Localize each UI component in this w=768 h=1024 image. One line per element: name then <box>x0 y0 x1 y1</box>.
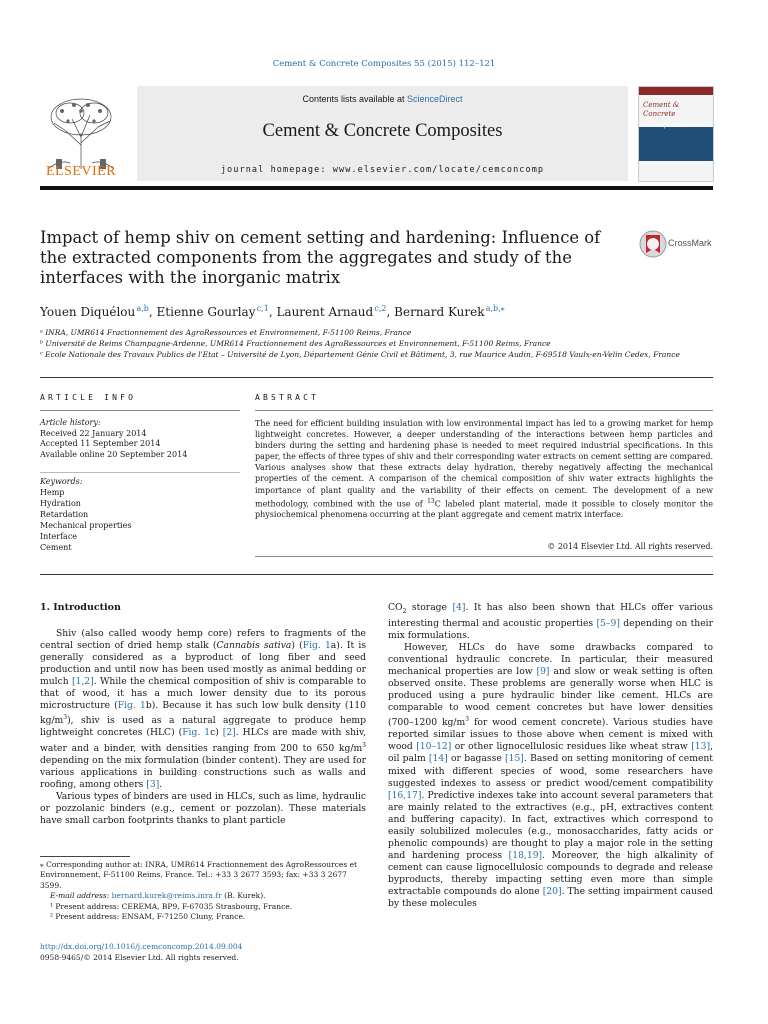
keywords-label: Keywords: <box>40 477 83 486</box>
abstract-part-1: The need for efficient building insulation with low environmental impact has led to a growing market for hemp lightweight concretes. However, a deeper understanding of the interactions between hemp particles and binders during the setting and hardening phase is needed to meet required industrial specifications. In this paper, the effects of three types of shiv and their corresponding water extracts on cement setting are compared. Various analyses show that these extracts delay hydration, thereby negatively affecting the mechanical properties of the cement. A comparison of the chemical composition of shiv water extracts highlights the importance of plant quality and the variability of their effects on cement. The development of a new methodology, combined with the use of <box>255 419 713 509</box>
text-run: depending on their mix formulations. <box>388 617 713 641</box>
contents-line <box>137 94 628 104</box>
text-run: or other lignocellulosic residues like wheat straw <box>451 741 692 753</box>
keyword: Hemp <box>40 488 65 497</box>
email-suffix: (B. Kurek). <box>221 891 266 901</box>
present-address-note-2: ² Present address: ENSAM, F-71250 Cluny, France. <box>50 912 246 922</box>
article-title: Impact of hemp shiv on cement setting and hardening: Influence of the extracted components from the aggregates and study of the interfaces with the inorganic matrix <box>40 228 601 287</box>
abstract-text <box>255 418 713 521</box>
author-list: Youen Diquélou $^{a,b}$, Etienne Gourlay $^{c,1}$, Laurent Arnaud $^{c,2}$, Bernard Kurek $^{a,b,⁎}$ <box>40 304 505 319</box>
intro-paragraph-4 <box>388 642 713 910</box>
text-run: ) ( <box>291 640 303 652</box>
journal-homepage[interactable]: journal homepage: www.elsevier.com/locate/cemconcomp <box>220 165 545 175</box>
text-run: However, HLCs do have some drawbacks compared to conventional hydraulic concrete. In particular, their measured mechanical properties are low <box>388 641 713 678</box>
abstract-heading: ABSTRACT <box>255 393 320 402</box>
affiliation-b: ᵇ Université de Reims Champagne-Ardenne, UMR614 Fractionnement des AgroRessources et Environnement, F-51100 Reims, France <box>40 339 551 348</box>
text-run: . While the chemical composition of shiv is comparable to that of wood, it has a much lower density due to its porous microstructure ( <box>40 676 366 712</box>
history-accepted: Accepted 11 September 2014 <box>40 439 161 449</box>
text-run: , oil palm <box>388 741 713 765</box>
reference-link[interactable]: [10–12] <box>416 741 452 753</box>
text-run: . HLCs are made with shiv, water and a binder, with densities ranging from 200 to 650 kg/m <box>40 727 366 754</box>
publisher-name: ELSEVIER <box>45 164 117 179</box>
keyword: Mechanical properties <box>40 521 132 530</box>
keyword: Hydration <box>40 499 81 508</box>
unit-superscript: 3 <box>63 714 68 722</box>
unit-superscript: 3 <box>362 741 366 749</box>
doi-link[interactable]: http://dx.doi.org/10.1016/j.cemconcomp.2014.09.004 <box>40 942 243 951</box>
text-run: . It has also been shown that HLCs offer various interesting thermal and acoustic properties <box>388 602 713 629</box>
reference-link[interactable]: [15] <box>505 753 524 765</box>
reference-link[interactable]: [18,19] <box>508 849 543 861</box>
author-affiliation-marker[interactable]: a,b <box>136 304 149 313</box>
author-affiliation-marker[interactable]: c,1 <box>256 304 269 313</box>
cover-title-line-3: Composites <box>649 121 688 129</box>
body-column-right <box>388 602 713 910</box>
text-run: ), shiv is used as a natural aggregate to produce hemp lightweight concretes (HLC) ( <box>40 715 366 739</box>
reference-link[interactable]: [3] <box>146 778 160 790</box>
cover-blue-band <box>639 127 713 161</box>
journal-cover-thumbnail[interactable] <box>638 86 714 182</box>
info-divider <box>40 472 240 473</box>
text-run: storage <box>406 602 453 613</box>
author-name[interactable]: Bernard Kurek <box>394 305 485 319</box>
article-info-heading: ARTICLE INFO <box>40 393 137 402</box>
unit-superscript: 3 <box>465 716 470 724</box>
abstract-copyright: © 2014 Elsevier Ltd. All rights reserved. <box>547 542 713 551</box>
keyword: Interface <box>40 532 78 541</box>
author-name[interactable]: Etienne Gourlay <box>156 305 256 319</box>
sciencedirect-link[interactable]: ScienceDirect <box>407 94 463 104</box>
intro-paragraph-2: Various types of binders are used in HLCs, such as lime, hydraulic or pozzolanic binders (e.g., cement or pozzolan). These materials have small carbon footprints thanks to plant particle <box>40 790 366 826</box>
text-run: Shiv (also called woody hemp core) refers to fragments of the central section of dried hemp stalk ( <box>40 628 366 652</box>
contents-prefix: Contents lists available at <box>302 94 408 104</box>
species-name: Cannabis sativa <box>216 640 292 652</box>
crossmark-icon[interactable] <box>638 229 668 259</box>
text-run: depending on the mix formulation (binder content). They are used for various applications in building constructions such as walls and roofing, among others <box>40 754 366 790</box>
reference-link[interactable]: [20] <box>542 885 562 897</box>
info-rule <box>40 410 240 411</box>
present-address-note-1: ¹ Present address: CEREMA, BP9, F-67035 Strasbourg, France. <box>50 901 293 911</box>
abstract-part-2: C labeled plant material, made it possible to closely monitor the physiochemical phenomena occurring at the plant aggregate and cement matrix interface. <box>255 499 713 520</box>
reference-link[interactable]: [1,2] <box>71 676 94 688</box>
article-history <box>40 418 240 460</box>
author-name[interactable]: Youen Diquélou <box>40 305 136 319</box>
figure-link[interactable]: Fig. 1 <box>302 640 331 652</box>
body-column-left <box>40 602 366 827</box>
intro-paragraph-3 <box>388 602 713 642</box>
reference-link[interactable]: [2] <box>222 727 236 739</box>
text-run: . Based on setting monitoring of cement mixed with different species of wood, some researchers have suggested indexes to assess or predict wood/cement compatibility <box>388 753 713 789</box>
front-matter-rule <box>40 574 713 575</box>
text-run: . <box>159 778 163 790</box>
history-online: Available online 20 September 2014 <box>40 449 188 459</box>
section-rule <box>40 377 713 378</box>
cover-top-band <box>639 87 713 95</box>
intro-paragraph-1 <box>40 628 366 791</box>
author-name[interactable]: Laurent Arnaud <box>276 305 374 319</box>
author-affiliation-marker[interactable]: a,b,⁎ <box>485 304 505 313</box>
author-affiliation-marker[interactable]: c,2 <box>374 304 387 313</box>
reference-link[interactable]: [13] <box>691 741 711 753</box>
text-run: . Predictive indexes take into account several parameters that are mainly related to the extractives (e.g., pH, extractives content and buffering capacity). In fact, extractives which correspond to easily solubilized molecules (e.g., monosaccharides, fatty acids or phenolic compounds) are thought to play a major role in the setting and hardening process <box>388 789 713 861</box>
text-run: for wood cement concrete). Various studies have reported similar issues to those above when cement is mixed with wood <box>388 717 713 753</box>
text-run: or bagasse <box>447 753 506 765</box>
footnotes <box>40 860 366 922</box>
email-label: E-mail address: <box>50 891 112 901</box>
keywords-block <box>40 476 240 553</box>
affiliation-c: ᶜ Ecole Nationale des Travaux Publics de l'Etat – Université de Lyon, Département Génie Civil et Bâtiment, 3, rue Maurice Audin, F-69518 Vaulx-en-Velin Cedex, France <box>40 350 680 359</box>
chemical-subscript: 2 <box>402 607 407 615</box>
history-received: Received 22 January 2014 <box>40 428 147 438</box>
figure-link[interactable]: Fig. 1 <box>182 727 211 739</box>
isotope-superscript: 13 <box>427 497 435 505</box>
keyword: Retardation <box>40 510 89 519</box>
history-label: Article history: <box>40 418 101 427</box>
text-run: and slow or weak setting is often observed onsite. These problems are generally worse when HLC is produced using a pure hydraulic binder like cement. HLCs are comparable to wood cement concretes but have lower densities (700–1200 kg/m <box>388 666 713 729</box>
text-run: b). Because it has such low bulk density (110 kg/m <box>40 700 366 727</box>
reference-link[interactable]: [16,17] <box>388 789 422 801</box>
reference-link[interactable]: [5–9] <box>596 617 620 629</box>
figure-link[interactable]: Fig. 1 <box>117 700 146 712</box>
email-link[interactable]: bernard.kurek@reims.inra.fr <box>111 891 222 901</box>
affiliation-a: ᵃ INRA, UMR614 Fractionnement des AgroRessources et Environnement, F-51100 Reims, France <box>40 328 412 337</box>
section-heading: 1. Introduction <box>40 602 121 613</box>
text-run: a). It is generally considered as a byproduct of long fiber and seed production and until now has been used mostly as animal bedding or mulch <box>40 640 366 688</box>
email-note <box>40 891 366 901</box>
header-rule <box>40 186 713 190</box>
reference-link[interactable]: [9] <box>536 666 550 678</box>
corresponding-author-note: ⁎ Corresponding author at: INRA, UMR614 Fractionnement des AgroRessources et Environnement, F-51100 Reims, France. Tel.: +33 3 2677 3593; fax: +33 3 2677 3599. <box>40 860 358 890</box>
cover-title-line-1: Cement & <box>643 101 680 109</box>
reference-link[interactable]: [14] <box>428 753 448 765</box>
journal-title: Cement & Concrete Composites <box>262 121 503 141</box>
text-run: CO <box>388 602 403 613</box>
abstract-bottom-rule <box>255 556 713 557</box>
crossmark-label[interactable]: CrossMark <box>668 238 712 248</box>
reference-link[interactable]: [4] <box>452 602 466 613</box>
issn-line: 0958-9465/© 2014 Elsevier Ltd. All rights reserved. <box>40 953 239 962</box>
text-run: . Moreover, the high alkalinity of cement can cause lignocellulosic compounds to degrade and release byproducts, thereby impacting setting even more than simple extractable compounds do alone <box>388 849 713 897</box>
footnote-rule <box>40 856 130 857</box>
cover-title-line-2: Concrete <box>643 110 676 118</box>
journal-citation[interactable]: Cement & Concrete Composites 55 (2015) 112–121 <box>272 59 496 69</box>
text-run: c) <box>210 727 223 739</box>
text-run: . The setting impairment caused by these molecules <box>388 885 713 910</box>
keyword: Cement <box>40 543 72 552</box>
abstract-rule <box>255 410 713 411</box>
